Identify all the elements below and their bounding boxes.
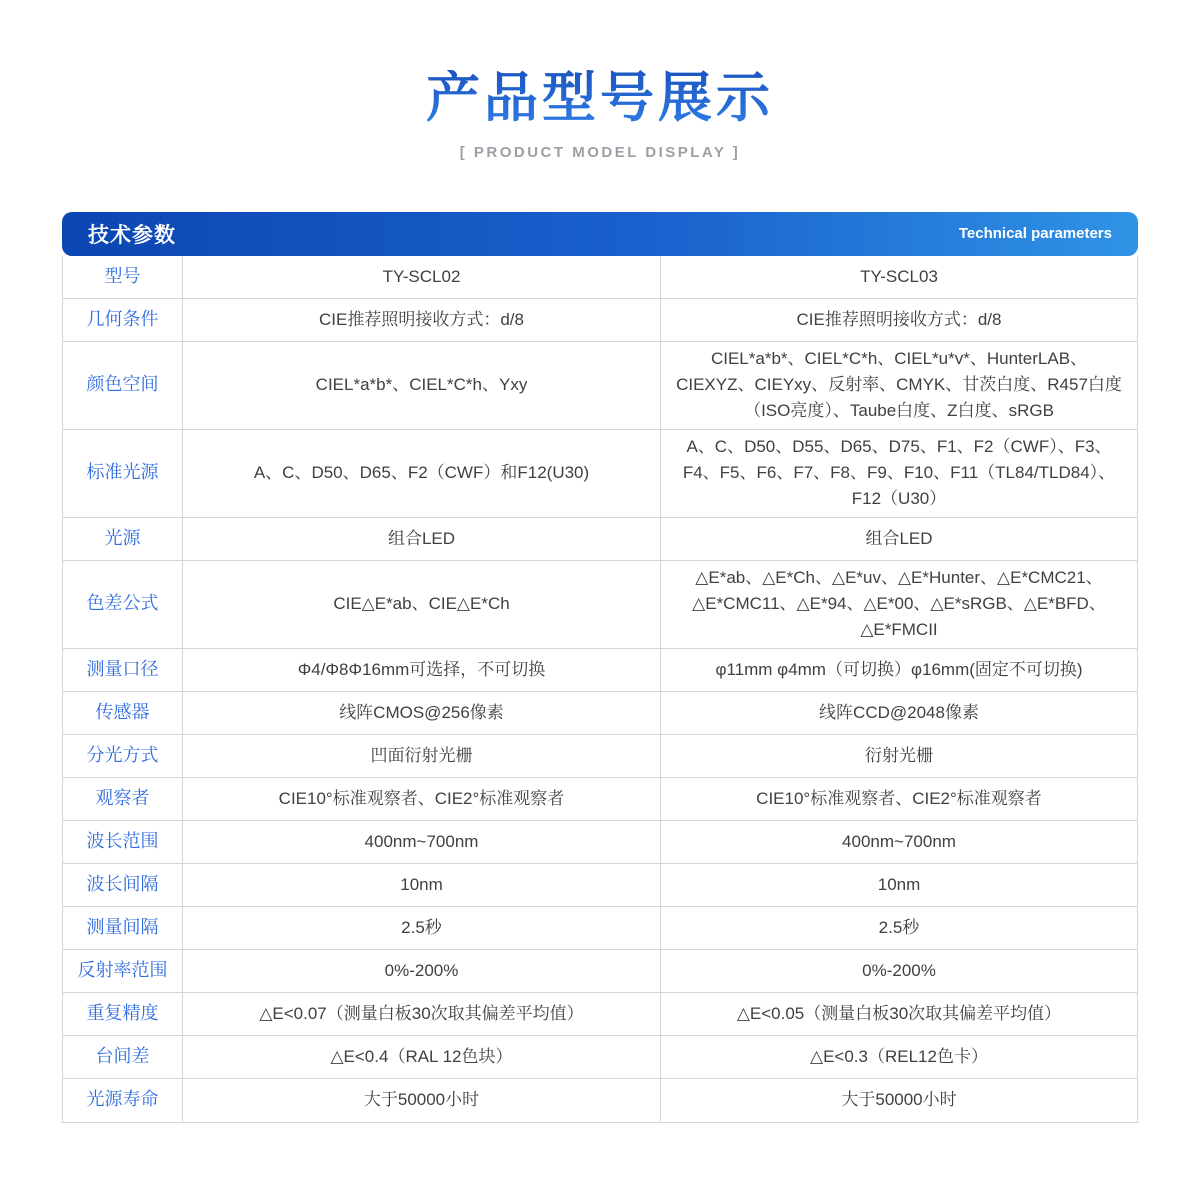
row-value-scl03: 10nm [661,864,1137,907]
row-value-scl03: 组合LED [661,518,1137,561]
row-label: 光源 [63,518,183,561]
row-value-scl02: △E<0.07（测量白板30次取其偏差平均值） [183,993,661,1036]
row-value-scl02: CIEL*a*b*、CIEL*C*h、Yxy [183,342,661,430]
spec-header-title-en: Technical parameters [958,225,1112,243]
row-value-scl02: Φ4/Φ8Φ16mm可选择，不可切换 [183,649,661,692]
row-label: 标准光源 [63,430,183,518]
table-row-aperture [63,649,1137,692]
spec-table-header [62,212,1138,256]
row-value-scl02: 大于50000小时 [183,1079,661,1122]
table-row-observer [63,778,1137,821]
row-value-scl03: 线阵CCD@2048像素 [661,692,1137,735]
table-row-illuminants [63,430,1137,518]
table-row-wavelength-range [63,821,1137,864]
row-value-scl03: △E<0.05（测量白板30次取其偏差平均值） [661,993,1137,1036]
row-label: 色差公式 [63,561,183,649]
row-value-scl03: CIE推荐照明接收方式：d/8 [661,299,1137,342]
row-label: 几何条件 [63,299,183,342]
table-row-measure-interval [63,907,1137,950]
row-value-scl03: 2.5秒 [661,907,1137,950]
row-value-scl03: 400nm~700nm [661,821,1137,864]
table-row-repeatability [63,993,1137,1036]
page-title: 产品型号展示 [426,68,774,128]
row-label: 测量口径 [63,649,183,692]
row-value-scl03: CIE10°标准观察者、CIE2°标准观察者 [661,778,1137,821]
row-value-scl02: 线阵CMOS@256像素 [183,692,661,735]
row-value-scl03: 0%-200% [661,950,1137,993]
row-label: 颜色空间 [63,342,183,430]
row-value-scl02: 400nm~700nm [183,821,661,864]
row-value-scl03: 大于50000小时 [841,1090,957,1110]
row-value-scl02: TY-SCL02 [183,256,661,299]
table-row-color-diff-formula [63,561,1137,649]
row-label: 反射率范围 [63,950,183,993]
row-value-scl03: CIEL*a*b*、CIEL*C*h、CIEL*u*v*、HunterLAB、CIEXYZ、CIEYxy、反射率、CMYK、甘茨白度、R457白度（ISO亮度）、Taube白度、Z白度、sRGB [661,342,1137,430]
table-row-reflectance-range [63,950,1137,993]
row-value-scl02: △E<0.4（RAL 12色块） [183,1036,661,1079]
table-row-lamp-life [63,1079,1137,1122]
row-label: 传感器 [63,692,183,735]
row-label: 波长间隔 [63,864,183,907]
row-value-scl03: φ11mm φ4mm（可切换）φ16mm(固定不可切换) [661,649,1137,692]
row-value-scl02: 0%-200% [183,950,661,993]
row-label: 测量间隔 [63,907,183,950]
page-subtitle: [ PRODUCT MODEL DISPLAY ] [459,143,741,161]
row-value-scl03: A、C、D50、D55、D65、D75、F1、F2（CWF）、F3、F4、F5、F6、F7、F8、F9、F10、F11（TL84/TLD84）、F12（U30） [661,430,1137,518]
row-value-scl03: △E<0.3（REL12色卡） [661,1036,1137,1079]
row-value-scl03: TY-SCL03 [661,256,1137,299]
table-row-color-space [63,342,1137,430]
table-row-dispersion [63,735,1137,778]
row-value-scl03: 衍射光栅 [661,735,1137,778]
spec-table [62,212,1138,1123]
table-row-inter-instrument [63,1036,1137,1079]
table-row-model [63,256,1137,299]
row-label: 观察者 [63,778,183,821]
table-row-light-source [63,518,1137,561]
table-row-sensor [63,692,1137,735]
row-label: 型号 [63,256,183,299]
row-label: 分光方式 [63,735,183,778]
row-value-scl02: CIE△E*ab、CIE△E*Ch [183,561,661,649]
row-label: 重复精度 [63,993,183,1036]
row-label: 台间差 [63,1036,183,1079]
hero-header [0,0,1200,162]
row-label: 波长范围 [63,821,183,864]
row-label: 光源寿命 [63,1079,183,1122]
row-value-scl02: 凹面衍射光栅 [183,735,661,778]
row-value-scl02: 2.5秒 [183,907,661,950]
spec-header-title-zh: 技术参数 [88,223,176,247]
row-value-scl02: 组合LED [183,518,661,561]
row-value-scl03: △E*ab、△E*Ch、△E*uv、△E*Hunter、△E*CMC21、△E*CMC11、△E*94、△E*00、△E*sRGB、△E*BFD、△E*FMCII [661,561,1137,649]
row-value-scl02: CIE推荐照明接收方式：d/8 [183,299,661,342]
table-row-wavelength-interval [63,864,1137,907]
row-value-scl02: CIE10°标准观察者、CIE2°标准观察者 [183,778,661,821]
spec-table-body [62,256,1138,1123]
table-row-geometry [63,299,1137,342]
row-value-scl02: A、C、D50、D65、F2（CWF）和F12(U30) [183,430,661,518]
row-value-scl02: 10nm [183,864,661,907]
